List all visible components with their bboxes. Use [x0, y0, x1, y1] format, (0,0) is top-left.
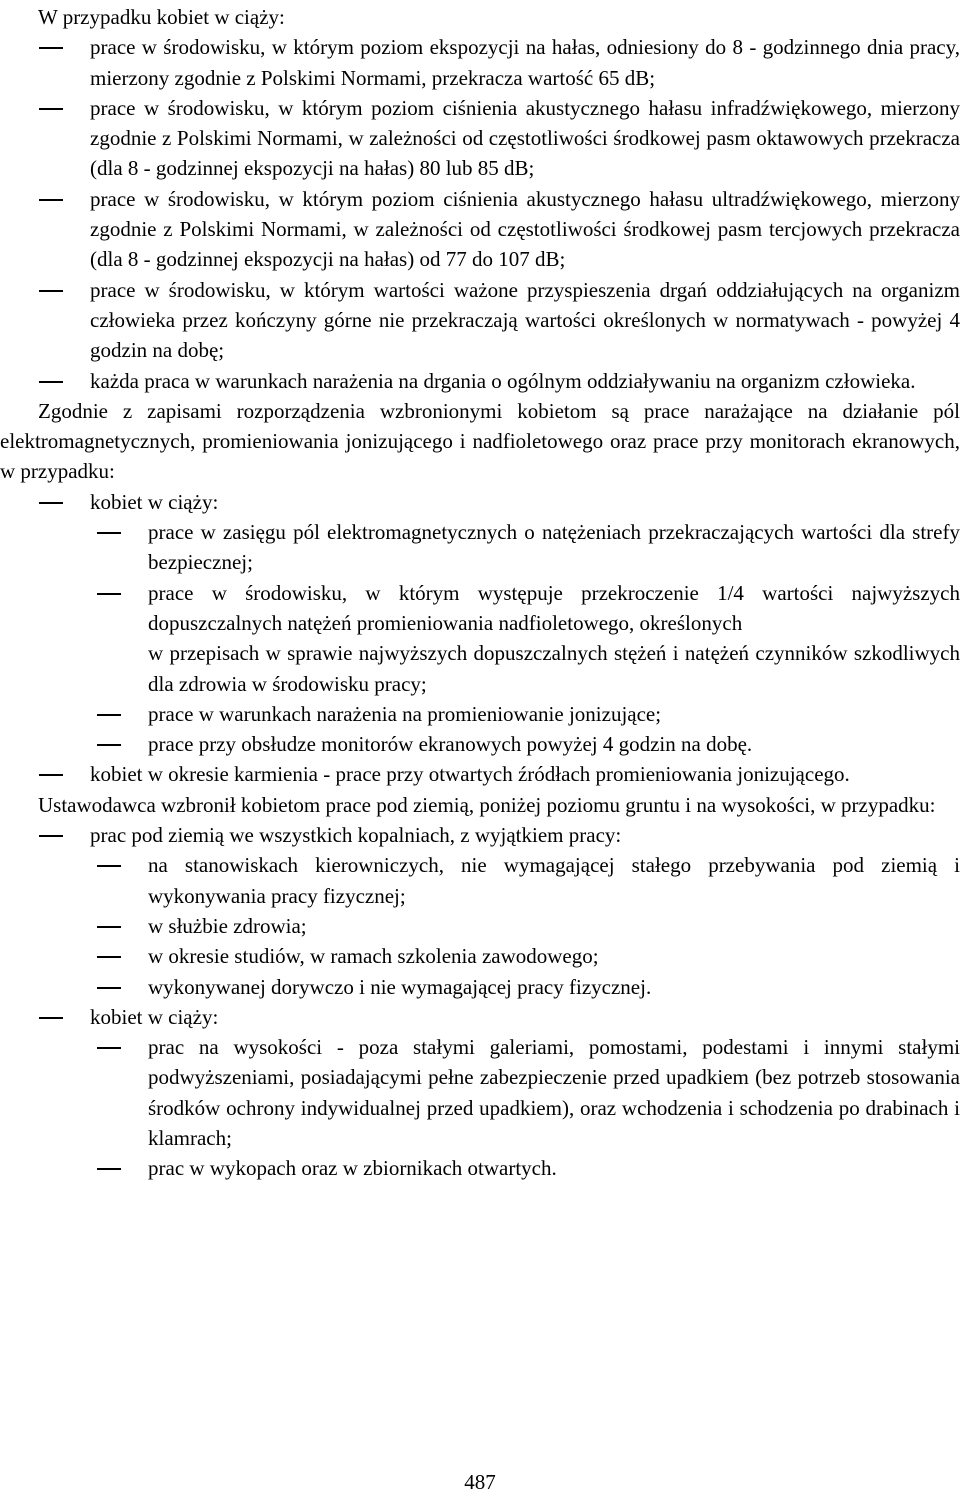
- dash-bullet: [97, 1047, 121, 1049]
- list-item: [0, 184, 960, 275]
- dash-bullet: [97, 744, 121, 746]
- list-item: [0, 729, 960, 759]
- list-item-text: prace w środowisku, w którym występuje przekroczenie 1/4 wartości najwyższych dopuszczalnych natężeń promieniowania nadfioletowego, określonych: [148, 580, 960, 635]
- list-item-text: prace w środowisku, w którym poziom ekspozycji na hałas, odniesiony do 8 - godzinnego dnia pracy, mierzony zgodnie z Polskimi Normami, przekracza wartość 65 dB;: [90, 35, 960, 90]
- dash-bullet: [97, 714, 121, 716]
- dash-list: [0, 32, 960, 396]
- nested-dash-list: [0, 517, 960, 759]
- dash-bullet: [97, 926, 121, 928]
- list-item-text: kobiet w ciąży:: [90, 489, 219, 514]
- dash-list: [0, 487, 960, 790]
- list-item-text: na stanowiskach kierowniczych, nie wymagającej stałego przebywania pod ziemią i wykonywania pracy fizycznej;: [148, 853, 960, 908]
- dash-list: [0, 820, 960, 1184]
- document-page: [0, 2, 960, 1184]
- list-item: [0, 517, 960, 578]
- dash-bullet: [97, 987, 121, 989]
- list-item: [0, 578, 960, 699]
- list-item-text: prace w warunkach narażenia na promieniowanie jonizujące;: [148, 701, 662, 726]
- list-item: [0, 93, 960, 184]
- body-paragraph: Ustawodawca wzbronił kobietom prace pod ziemią, poniżej poziomu gruntu i na wysokości, w przypadku:: [38, 792, 936, 817]
- list-item-text: wykonywanej dorywczo i nie wymagającej pracy fizycznej.: [148, 974, 652, 999]
- dash-bullet: [39, 835, 63, 837]
- dash-bullet: [39, 290, 63, 292]
- nested-dash-list: [0, 1032, 960, 1183]
- list-item-text: prac pod ziemią we wszystkich kopalniach, z wyjątkiem pracy:: [90, 823, 622, 848]
- dash-bullet: [97, 865, 121, 867]
- list-item-text: kobiet w ciąży:: [90, 1004, 219, 1029]
- body-paragraph: Zgodnie z zapisami rozporządzenia wzbronionymi kobietom są prace narażające na działanie pól elektromagnetycznych, promieniowania jonizującego i nadfioletowego oraz prace przy monitorach ekranowych, w przypadku:: [0, 398, 960, 484]
- list-item-text: w okresie studiów, w ramach szkolenia zawodowego;: [148, 944, 599, 969]
- list-item: [0, 487, 960, 760]
- list-item: [0, 32, 960, 93]
- list-item: [0, 366, 960, 396]
- list-item: [0, 941, 960, 971]
- list-item-text: prace w środowisku, w którym poziom ciśnienia akustycznego hałasu infradźwiękowego, mierzony zgodnie z Polskimi Normami, w zależności od częstotliwości środkowej pasm oktawowych przekracza (dla 8 - godzinnej ekspozycji na hałas) 80 lub 85 dB;: [90, 95, 960, 181]
- list-item: [0, 1032, 960, 1153]
- list-item-text: każda praca w warunkach narażenia na drgania o ogólnym oddziaływaniu na organizm człowieka.: [90, 368, 916, 393]
- dash-bullet: [97, 956, 121, 958]
- dash-bullet: [97, 593, 121, 595]
- list-item: [0, 759, 960, 789]
- list-item: [0, 820, 960, 1002]
- list-item: [0, 850, 960, 911]
- list-item: [0, 1153, 960, 1183]
- dash-bullet: [39, 381, 63, 383]
- dash-bullet: [39, 774, 63, 776]
- list-item-text: kobiet w okresie karmienia - prace przy otwartych źródłach promieniowania jonizującego.: [90, 762, 850, 787]
- list-item-text: prace w zasięgu pól elektromagnetycznych o natężeniach przekraczających wartości dla strefy bezpiecznej;: [148, 520, 960, 575]
- list-item-text: prac na wysokości - poza stałymi galeriami, pomostami, podestami i innymi stałymi podwyższeniami, posiadającymi pełne zabezpieczenie przed upadkiem (bez potrzeb stosowania środków ochrony indywidualnej przed upadkiem), oraz wchodzenia i schodzenia po drabinach i klamrach;: [148, 1035, 960, 1150]
- dash-bullet: [39, 1017, 63, 1019]
- dash-bullet: [39, 502, 63, 504]
- dash-bullet: [97, 1168, 121, 1170]
- list-item: [0, 1002, 960, 1184]
- list-item-text: w służbie zdrowia;: [148, 913, 307, 938]
- nested-dash-list: [0, 850, 960, 1001]
- page-number: 487: [464, 1470, 496, 1494]
- list-item-text: prac w wykopach oraz w zbiornikach otwartych.: [148, 1156, 557, 1181]
- dash-bullet: [97, 532, 121, 534]
- dash-bullet: [39, 108, 63, 110]
- list-item: [0, 972, 960, 1002]
- list-item: [0, 275, 960, 366]
- section-intro: W przypadku kobiet w ciąży:: [38, 5, 285, 29]
- list-item-text: prace w środowisku, w którym wartości ważone przyspieszenia drgań oddziałujących na organizm człowieka przez kończyny górne nie przekraczają wartości określonych w normatywach - powyżej 4 godzin na dobę;: [90, 277, 960, 363]
- dash-bullet: [39, 199, 63, 201]
- list-item-text: prace przy obsłudze monitorów ekranowych powyżej 4 godzin na dobę.: [148, 732, 753, 757]
- dash-bullet: [39, 47, 63, 49]
- list-item: [0, 699, 960, 729]
- list-item: [0, 911, 960, 941]
- list-item-continuation: w przepisach w sprawie najwyższych dopuszczalnych stężeń i natężeń czynników szkodliwych dla zdrowia w środowisku pracy;: [148, 641, 960, 696]
- list-item-text: prace w środowisku, w którym poziom ciśnienia akustycznego hałasu ultradźwiękowego, mierzony zgodnie z Polskimi Normami, w zależności od częstotliwości środkowej pasm tercjowych przekracza (dla 8 - godzinnej ekspozycji na hałas) od 77 do 107 dB;: [90, 186, 960, 272]
